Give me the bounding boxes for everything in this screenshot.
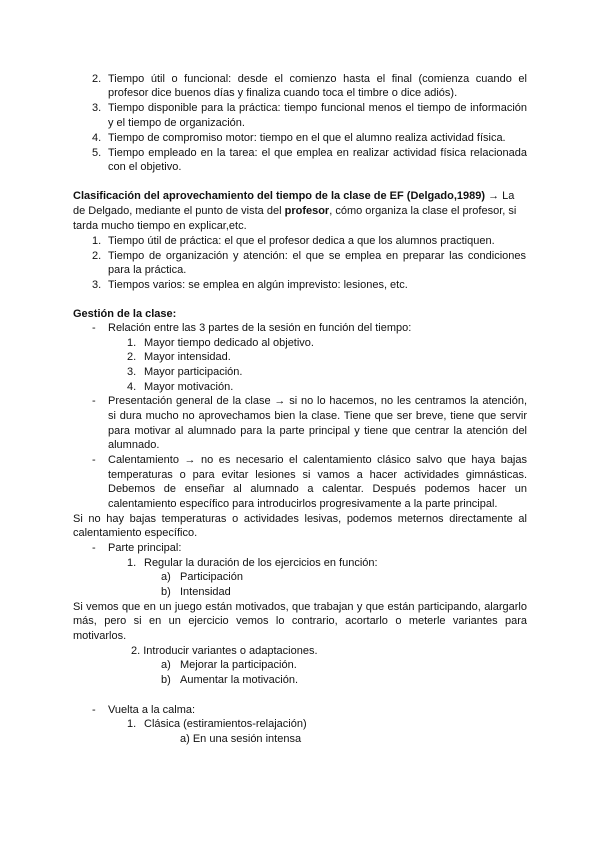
list-item-line: Tiempos varios: se emplea en algún imprevisto: lesiones, etc. [108, 279, 408, 291]
list-item-line: Tiempo empleado en la tarea: el que emplea en realizar actividad física relacionada [108, 147, 527, 159]
bullet-text: Presentación general de la clase → si no lo hacemos, no les centramos la atención, [108, 395, 527, 407]
bullet-text: Relación entre las 3 partes de la sesión en función del tiempo: [108, 322, 412, 334]
bullet-text: si dura mucho no aprovechamos bien la clase. Tiene que ser breve, tiene que servir [108, 410, 527, 422]
list-number: 4. [92, 132, 102, 144]
bullet-text: para motivar al alumnado para la parte principal y tiene que centrar la atención del [108, 425, 527, 437]
paragraph-line: motivarlos. [73, 630, 127, 642]
list-item-line: Mayor participación. [144, 366, 243, 378]
list-item-line: y el tiempo de organización. [108, 117, 245, 129]
list-number: 2. [92, 73, 102, 85]
text-fragment: , cómo organiza la clase el profesor, si [329, 205, 517, 217]
bullet-text: calentamiento específico para introducirlos progresivamente a la parte principal. [108, 498, 498, 510]
bullet-text: Parte principal: [108, 542, 182, 554]
list-number: 5. [92, 147, 102, 159]
list-number: 2. [92, 250, 102, 262]
list-item-line: Mayor intensidad. [144, 351, 231, 363]
list-item-line: 2. Introducir variantes o adaptaciones. [131, 645, 318, 657]
text-fragment: de Delgado, mediante el punto de vista del [73, 205, 285, 217]
section-heading: Gestión de la clase: [73, 308, 177, 320]
list-number: 1. [127, 557, 137, 569]
list-number: 1. [127, 337, 137, 349]
list-number: 2. [127, 351, 137, 363]
heading-tail: → La [485, 190, 515, 202]
bullet-dash: - [92, 704, 96, 716]
list-item-line: Tiempo útil de práctica: el que el profesor dedica a que los alumnos practiquen. [108, 235, 495, 247]
list-letter: b) [161, 586, 171, 598]
bullet-text: alumnado. [108, 439, 160, 451]
list-item-line: Aumentar la motivación. [180, 674, 298, 686]
list-letter: b) [161, 674, 171, 686]
list-item-line: Mejorar la participación. [180, 659, 297, 671]
list-item-line: Participación [180, 571, 243, 583]
bold-word: profesor [284, 205, 330, 217]
list-item-line: profesor dice buenos días y finaliza cuando toca el timbre o dice adiós). [108, 87, 458, 99]
list-item-line: Mayor tiempo dedicado al objetivo. [144, 337, 314, 349]
list-item-line: Tiempo de organización y atención: el que se emplea en preparar las condiciones [108, 250, 526, 262]
bullet-text: Vuelta a la calma: [108, 704, 196, 716]
list-number: 3. [127, 366, 137, 378]
section-heading: Clasificación del aprovechamiento del tiempo de la clase de EF (Delgado,1989) [73, 190, 486, 202]
paragraph-line: calentamiento específico. [73, 527, 198, 539]
list-number: 3. [92, 102, 102, 114]
list-item-line: a) En una sesión intensa [180, 733, 302, 745]
list-item-line: Clásica (estiramientos-relajación) [144, 718, 307, 730]
list-number: 3. [92, 279, 102, 291]
list-number: 4. [127, 381, 137, 393]
list-item-line: Tiempo útil o funcional: desde el comienzo hasta el final (comienza cuando el [108, 73, 527, 85]
list-item-line: para la práctica. [108, 264, 187, 276]
list-letter: a) [161, 659, 171, 671]
bullet-dash: - [92, 454, 96, 466]
bullet-dash: - [92, 395, 96, 407]
list-item-line: Tiempo disponible para la práctica: tiempo funcional menos el tiempo de información [108, 102, 527, 114]
list-number: 1. [92, 235, 102, 247]
list-item-line: Tiempo de compromiso motor: tiempo en el que el alumno realiza actividad física. [108, 132, 506, 144]
list-item-line: con el objetivo. [108, 161, 182, 173]
bullet-text: Calentamiento → no es necesario el calentamiento clásico salvo que haya bajas [108, 454, 527, 466]
list-item-line: Intensidad [180, 586, 231, 598]
paragraph-line: Si no hay bajas temperaturas o actividades lesivas, podemos meternos directamente al [73, 513, 527, 525]
list-number: 1. [127, 718, 137, 730]
clasificacion-line [73, 204, 516, 218]
list-item-line: Regular la duración de los ejercicios en función: [144, 557, 378, 569]
clasificacion-line: tarda mucho tiempo en explicar,etc. [73, 220, 247, 232]
bullet-text: Debemos de enseñar al alumnado a calentar. Después podemos hacer un [108, 483, 527, 495]
paragraph-line: Si vemos que en un juego están motivados, que trabajan y que están participando, alargarlo [73, 601, 527, 613]
list-letter: a) [161, 571, 171, 583]
bullet-dash: - [92, 322, 96, 334]
bullet-text: temperaturas o para evitar lesiones si vamos a hacer actividades gimnásticas. [108, 469, 527, 481]
bullet-dash: - [92, 542, 96, 554]
paragraph-line: más, pero si en un ejercicio vemos lo contrario, acortarlo o meterle variantes para [73, 615, 527, 627]
list-item-line: Mayor motivación. [144, 381, 234, 393]
clasificacion-heading-line [73, 189, 514, 203]
